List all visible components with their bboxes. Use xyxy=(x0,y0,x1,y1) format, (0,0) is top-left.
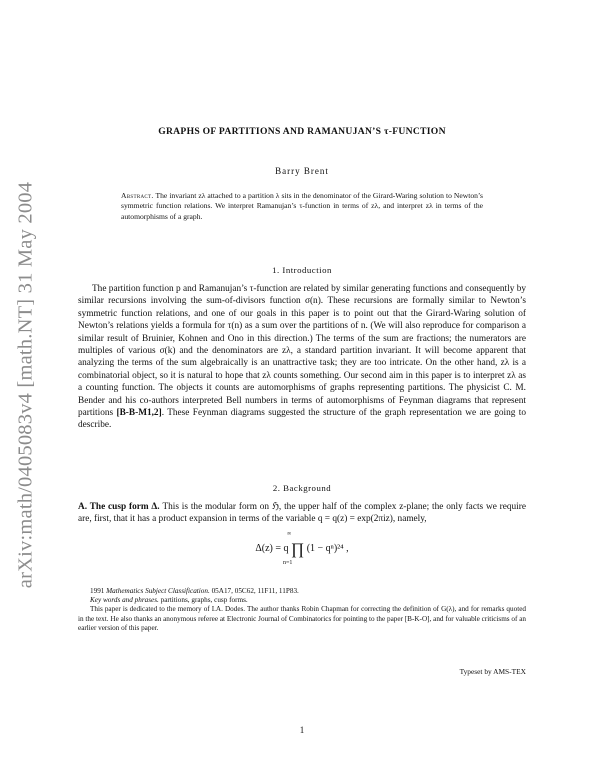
section-heading-introduction: 1. Introduction xyxy=(272,265,332,275)
keywords-text: partitions, graphs, cusp forms. xyxy=(160,596,248,605)
typeset-note: Typeset by AMS-TEX xyxy=(459,667,526,676)
footnote-classification xyxy=(78,587,526,596)
subsection-lead: A. The cusp form Δ. xyxy=(78,502,160,512)
abstract xyxy=(121,191,483,222)
formula-rhs: (1 − qⁿ)²⁴ , xyxy=(306,543,349,554)
abstract-text: The invariant zλ attached to a partition λ sits in the denominator of the Girard-Waring solution to Newton’s symmetric function relations. We interpret Ramanujan’s τ-function in terms of zλ, and interpret zλ in terms of the automorphisms of a graph. xyxy=(121,191,483,221)
introduction-text: The partition function p and Ramanujan’s τ-function are related by similar generating functions and consequently by similar recursions involving the sum-of-divisors function σ(n). These recursions are formally similar to Newton’s symmetric function relations, and one of our goals in this paper is to point out that the Girard-Waring solution of Newton’s relations yields a formula for τ(n) as a sum over the partitions of n. (We will also reproduce for comparison a similar result of Bruinier, Kohnen and Ono in this direction.) The terms of the sum are fractions; the numerators are multiples of various σ(k) and the denominators are zλ, a standard partition invariant. It will become apparent that analyzing the terms of the sum algebraically is an unattractive task; they are too intricate. On the other hand, zλ is a combinatorial object, so it is natural to hope that zλ counts something. Our second aim in this paper is to interpret zλ as a counting function. The objects it counts are automorphisms of graphs representing partitions. The physicist C. M. Bender and his co-authors interpreted Bell numbers in terms of automorphisms of Feynman diagrams that represent partitions xyxy=(78,284,526,419)
introduction-body xyxy=(78,283,526,432)
paper-title: GRAPHS OF PARTITIONS AND RAMANUJAN’S τ-FUNCTION xyxy=(158,126,446,137)
background-text: This is the modular form on ℌ, the upper half of the complex z-plane; the only facts we require are, first, that it has a product expansion in terms of the variable q = q(z) = exp(2πiz), namely, xyxy=(78,502,526,525)
product-upper-limit: ∞ xyxy=(287,531,292,537)
footnote-dedication: This paper is dedicated to the memory of I.A. Dodes. The author thanks Robin Chapman for correcting the definition of G(λ), and for remarks quoted in the text. He also thanks an anonymous referee at Electronic Journal of Combinatorics for pointing to the paper [B-K-O], and for valuable criticisms of an earlier version of this paper. xyxy=(78,605,526,632)
delta-product-formula xyxy=(78,531,526,566)
section-heading-background: 2. Background xyxy=(272,483,332,493)
keywords-label: Key words and phrases. xyxy=(90,596,159,605)
classification-label: Mathematics Subject Classification. xyxy=(106,587,210,595)
product-lower-limit: n=1 xyxy=(283,560,293,566)
classification-year: 1991 xyxy=(90,587,105,595)
arxiv-identifier: arXiv:math/0405083v4 [math.NT] 31 May 2004 xyxy=(14,181,37,589)
footnotes xyxy=(78,587,526,633)
author-name: Barry Brent xyxy=(275,166,329,176)
introduction-text-end: . These Feynman diagrams suggested the structure of the graph representation we are going to describe. xyxy=(78,408,526,431)
background-body xyxy=(78,501,526,526)
abstract-label: Abstract. xyxy=(121,191,154,200)
introduction-paragraph xyxy=(78,283,526,432)
footnote-keywords xyxy=(78,596,526,605)
page-number: 1 xyxy=(299,725,305,735)
background-paragraph xyxy=(78,501,526,526)
formula-lhs: Δ(z) = q xyxy=(255,543,289,554)
classification-codes: 05A17, 05C62, 11F11, 11P83. xyxy=(211,587,299,595)
product-symbol: ∏ xyxy=(291,541,305,558)
arxiv-sidebar-stamp xyxy=(8,150,44,620)
citation-link[interactable]: [B-B-M1,2] xyxy=(116,408,162,419)
